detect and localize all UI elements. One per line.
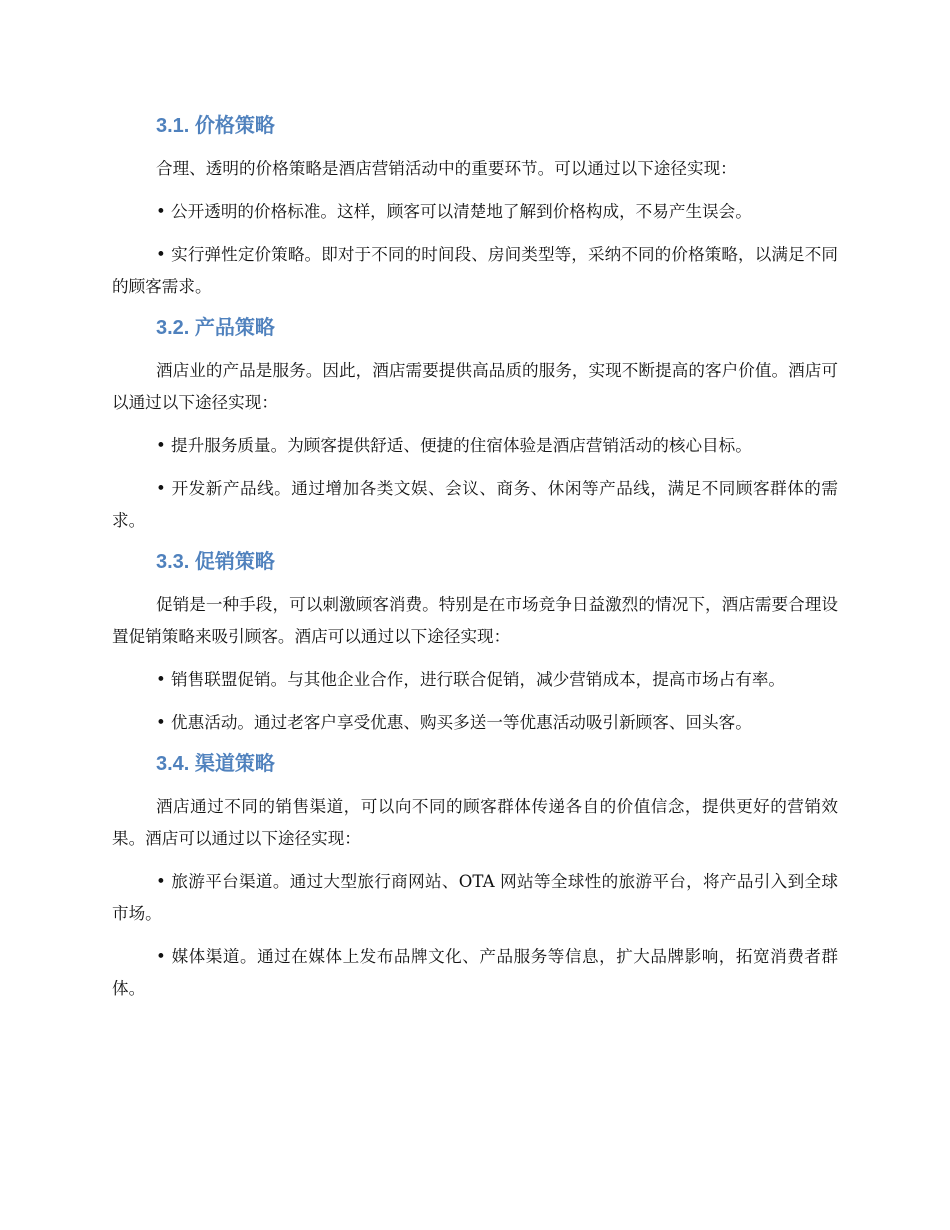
section-heading-channel: 3.4. 渠道策略	[156, 753, 275, 775]
bullet-item: • 媒体渠道。通过在媒体上发布品牌文化、产品服务等信息，扩大品牌影响，拓宽消费者群体。	[112, 947, 838, 998]
paragraph: 酒店通过不同的销售渠道，可以向不同的顾客群体传递各自的价值信念，提供更好的营销效果。酒店可以通过以下途径实现：	[112, 797, 838, 848]
section-heading-promotion: 3.3. 促销策略	[156, 551, 275, 573]
section-heading-price: 3.1. 价格策略	[156, 115, 275, 137]
section-heading-product: 3.2. 产品策略	[156, 317, 275, 339]
bullet-item: • 销售联盟促销。与其他企业合作，进行联合促销，减少营销成本，提高市场占有率。	[156, 670, 786, 689]
paragraph: 合理、透明的价格策略是酒店营销活动中的重要环节。可以通过以下途径实现：	[156, 159, 737, 178]
bullet-item: • 优惠活动。通过老客户享受优惠、购买多送一等优惠活动吸引新顾客、回头客。	[156, 713, 752, 732]
paragraph: 酒店业的产品是服务。因此，酒店需要提供高品质的服务，实现不断提高的客户价值。酒店可以通过以下途径实现：	[112, 361, 838, 412]
bullet-item: • 公开透明的价格标准。这样，顾客可以清楚地了解到价格构成，不易产生误会。	[156, 202, 752, 221]
bullet-item: • 提升服务质量。为顾客提供舒适、便捷的住宿体验是酒店营销活动的核心目标。	[156, 436, 752, 455]
document-body	[112, 108, 838, 1016]
bullet-item: • 开发新产品线。通过增加各类文娱、会议、商务、休闲等产品线，满足不同顾客群体的需求。	[112, 479, 838, 530]
bullet-item: • 旅游平台渠道。通过大型旅行商网站、OTA 网站等全球性的旅游平台，将产品引入到全球市场。	[112, 872, 838, 923]
bullet-item: • 实行弹性定价策略。即对于不同的时间段、房间类型等，采纳不同的价格策略，以满足不同的顾客需求。	[112, 245, 838, 296]
paragraph: 促销是一种手段，可以刺激顾客消费。特别是在市场竞争日益激烈的情况下，酒店需要合理设置促销策略来吸引顾客。酒店可以通过以下途径实现：	[112, 595, 838, 646]
